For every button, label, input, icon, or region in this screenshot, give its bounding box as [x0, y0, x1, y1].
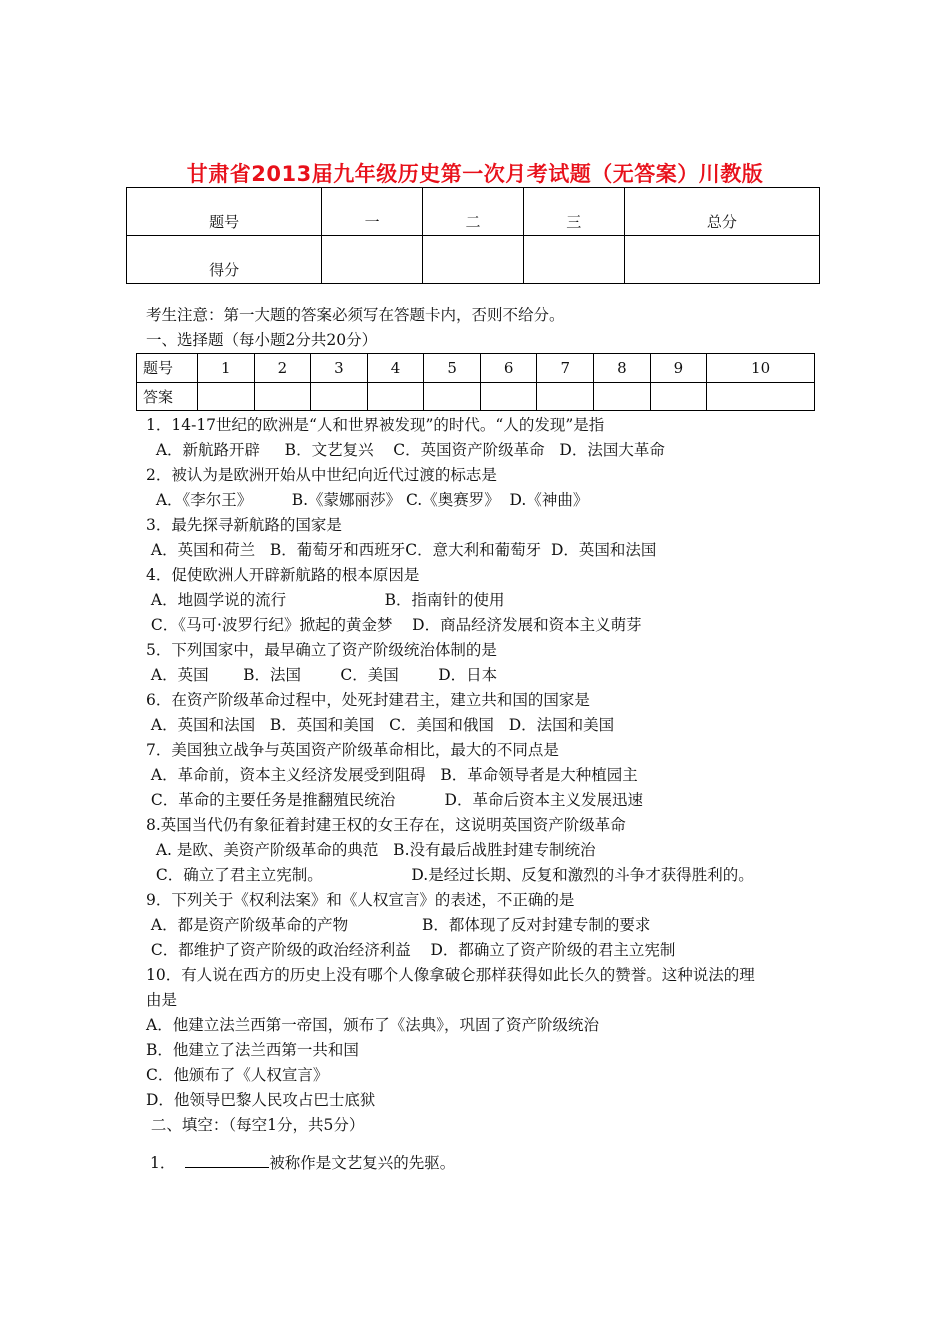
- question-text: 1．14-17世纪的欧洲是“人和世界被发现”的时代。“人的发现”是指: [146, 416, 605, 434]
- option-text: A．都是资产阶级革命的产物 B．都体现了反对封建专制的要求: [146, 916, 651, 934]
- question-number: 4: [367, 354, 424, 383]
- question-text: 7．美国独立战争与英国资产阶级革命相比，最大的不同点是: [146, 741, 559, 759]
- fill-question-number: 1．: [150, 1154, 176, 1172]
- option-text: A．英国和荷兰 B．葡萄牙和西班牙C．意大利和葡萄牙 D．英国和法国: [146, 541, 657, 559]
- answer-cell[interactable]: [367, 382, 424, 411]
- question-number: 5: [424, 354, 481, 383]
- option-text: C．他颁布了《人权宣言》: [146, 1066, 329, 1084]
- score-header-row: [127, 188, 820, 236]
- option-text: C．革命的主要任务是推翻殖民统治 D．革命后资本主义发展迅速: [146, 791, 643, 809]
- question-text: 由是: [146, 991, 178, 1009]
- score-header-cell: 总分: [624, 188, 819, 236]
- option-text: B．他建立了法兰西第一共和国: [146, 1041, 359, 1059]
- section2-heading: 二、填空：（每空1分，共5分）: [146, 1116, 365, 1134]
- question-text: 9．下列关于《权利法案》和《人权宣言》的表述，不正确的是: [146, 891, 575, 909]
- page-title: 甘肃省2013届九年级历史第一次月考试题（无答案）川教版: [186, 162, 764, 186]
- question-number: 10: [707, 354, 815, 383]
- answer-table: [136, 353, 815, 411]
- option-text: A．他建立法兰西第一帝国，颁布了《法典》，巩固了资产阶级统治: [146, 1016, 599, 1034]
- score-header-cell: 一: [322, 188, 423, 236]
- answer-cell[interactable]: [424, 382, 481, 411]
- question-text: 5．下列国家中，最早确立了资产阶级统治体制的是: [146, 641, 497, 659]
- answer-cell[interactable]: [480, 382, 537, 411]
- question-text: 3．最先探寻新航路的国家是: [146, 516, 342, 534]
- notice-text: 考生注意：第一大题的答案必须写在答题卡内，否则不给分。: [146, 306, 565, 324]
- score-cell[interactable]: [322, 236, 423, 284]
- question-number: 7: [537, 354, 594, 383]
- answer-row-label: 题号: [137, 354, 198, 383]
- answer-number-row: [137, 354, 815, 383]
- answer-cell[interactable]: [311, 382, 368, 411]
- question-text: 2．被认为是欧洲开始从中世纪向近代过渡的标志是: [146, 466, 497, 484]
- score-cell[interactable]: [624, 236, 819, 284]
- fill-blank[interactable]: [185, 1152, 269, 1168]
- question-number: 1: [198, 354, 255, 383]
- answer-cell[interactable]: [650, 382, 707, 411]
- fill-question: [150, 1152, 455, 1173]
- option-text: C．《马可·波罗行纪》掀起的黄金梦 D．商品经济发展和资本主义萌芽: [146, 616, 642, 634]
- score-row-label: 得分: [127, 236, 322, 284]
- option-text: D．他领导巴黎人民攻占巴士底狱: [146, 1091, 376, 1109]
- question-text: 10．有人说在西方的历史上没有哪个人像拿破仑那样获得如此长久的赞誉。这种说法的理: [146, 966, 755, 984]
- answer-cell[interactable]: [707, 382, 815, 411]
- option-text: A．《李尔王》 B.《蒙娜丽莎》 C.《奥赛罗》 D.《神曲》: [146, 491, 589, 509]
- question-number: 6: [480, 354, 537, 383]
- fill-question-text: 被称作是文艺复兴的先驱。: [269, 1154, 456, 1172]
- score-header-cell: 题号: [127, 188, 322, 236]
- score-table: [126, 187, 820, 284]
- option-text: C．都维护了资产阶级的政治经济利益 D．都确立了资产阶级的君主立宪制: [146, 941, 676, 959]
- question-text: 8.英国当代仍有象征着封建王权的女王存在，这说明英国资产阶级革命: [146, 816, 626, 834]
- option-text: A．地圆学说的流行 B．指南针的使用: [146, 591, 505, 609]
- option-text: A．英国 B．法国 C．美国 D．日本: [146, 666, 498, 684]
- answer-row-label: 答案: [137, 382, 198, 411]
- section1-heading: 一、选择题（每小题2分共20分）: [146, 331, 378, 349]
- answer-cell[interactable]: [594, 382, 651, 411]
- option-text: A．英国和法国 B．英国和美国 C．美国和俄国 D．法国和美国: [146, 716, 615, 734]
- question-number: 9: [650, 354, 707, 383]
- question-text: 6．在资产阶级革命过程中，处死封建君主，建立共和国的国家是: [146, 691, 590, 709]
- score-row: [127, 236, 820, 284]
- score-cell[interactable]: [423, 236, 524, 284]
- score-header-cell: 二: [423, 188, 524, 236]
- answer-cell[interactable]: [198, 382, 255, 411]
- question-number: 2: [254, 354, 311, 383]
- option-text: C．确立了君主立宪制。 D.是经过长期、反复和激烈的斗争才获得胜利的。: [146, 866, 754, 884]
- question-number: 3: [311, 354, 368, 383]
- score-cell[interactable]: [523, 236, 624, 284]
- answer-cell[interactable]: [254, 382, 311, 411]
- score-header-cell: 三: [523, 188, 624, 236]
- answer-input-row: [137, 382, 815, 411]
- option-text: A. 是欧、美资产阶级革命的典范 B.没有最后战胜封建专制统治: [146, 841, 596, 859]
- option-text: A．新航路开辟 B．文艺复兴 C．英国资产阶级革命 D．法国大革命: [146, 441, 665, 459]
- answer-cell[interactable]: [537, 382, 594, 411]
- question-text: 4．促使欧洲人开辟新航路的根本原因是: [146, 566, 420, 584]
- question-number: 8: [594, 354, 651, 383]
- option-text: A．革命前，资本主义经济发展受到阻碍 B．革命领导者是大种植园主: [146, 766, 638, 784]
